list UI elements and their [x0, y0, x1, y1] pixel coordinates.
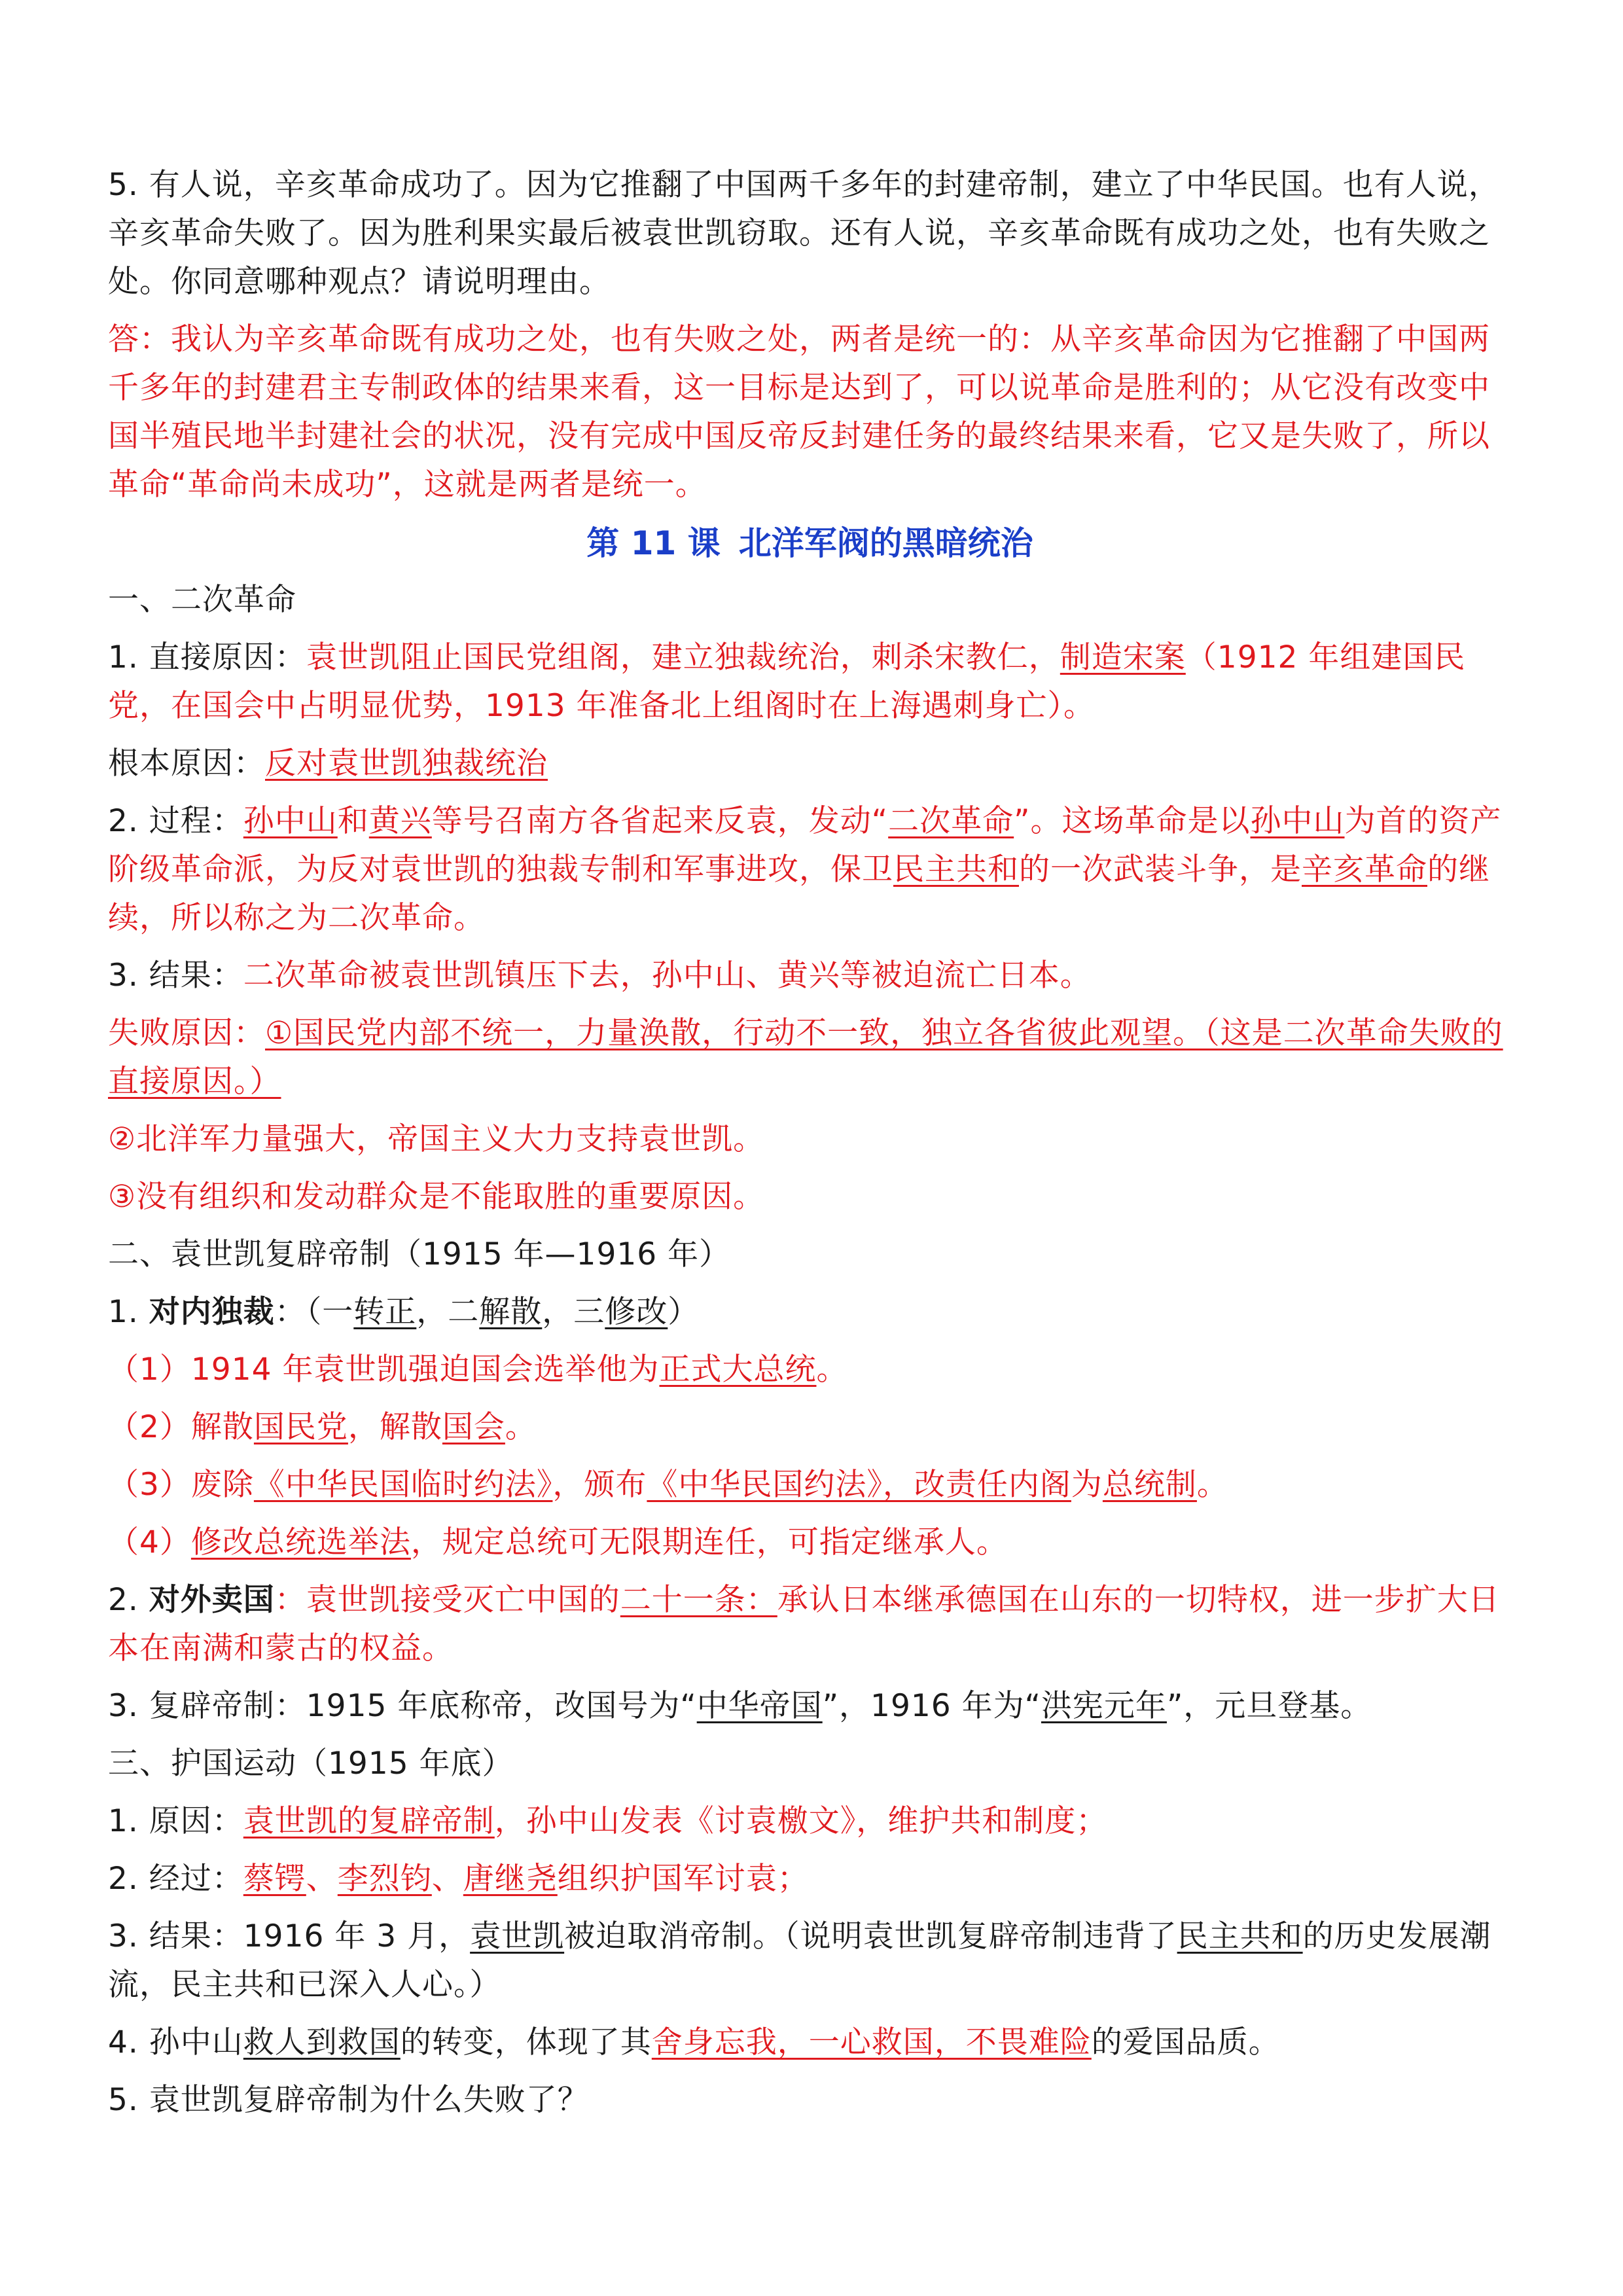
text: ：袁世凯接受灭亡中国的: [274, 1582, 620, 1618]
text: （1）1914 年袁世凯强迫国会选举他为: [108, 1352, 660, 1388]
underlined-text: 蔡锷: [243, 1861, 306, 1897]
underlined-text: 国民党: [253, 1409, 348, 1445]
section-heading-1: 一、二次革命: [108, 582, 296, 618]
text: 的爱国品质。: [1091, 2024, 1280, 2060]
text: 和: [337, 803, 369, 839]
text: 3. 复辟帝制：1915 年底称帝，改国号为“: [108, 1688, 697, 1724]
s1-process: [108, 797, 1512, 942]
label: 1. 直接原因：: [108, 639, 306, 675]
text: 。: [1196, 1467, 1228, 1503]
underlined-text: 总统制: [1102, 1467, 1197, 1503]
underlined-text: 黄兴: [368, 803, 432, 839]
text: ，二: [416, 1294, 480, 1330]
text: 的继续，所以称之为二次革命。: [108, 852, 1490, 936]
underlined-text: ①国民党内部不统一，力量涣散，行动不一致，独立各省彼此观望。（这是二次革命失败的直接原因。）: [108, 1015, 1503, 1100]
text: 承认日本继承德国在山东的一切特权，进一步扩大日本在南满和蒙古的权益。: [108, 1582, 1500, 1666]
underlined-text: 孙中山: [1250, 803, 1345, 839]
underlined-text: 解散: [479, 1294, 543, 1330]
s2-internal-dictatorship: [108, 1288, 1512, 1336]
label: 失败原因：: [108, 1015, 265, 1051]
underlined-text: 转正: [353, 1294, 417, 1330]
underlined-text: 袁世凯的复辟帝制: [243, 1803, 495, 1839]
text: 为: [1071, 1467, 1103, 1503]
text: 组织护国军讨袁；: [557, 1861, 809, 1897]
s1-direct-cause: [108, 634, 1512, 730]
text: 被迫取消帝制。（说明袁世凯复辟帝制违背了: [564, 1918, 1177, 1954]
s3-cause: [108, 1797, 1512, 1846]
s1-failure-reason-2: ②北洋军力量强大，帝国主义大力支持袁世凯。: [108, 1121, 765, 1157]
answer-5: 答：我认为辛亥革命既有成功之处，也有失败之处，两者是统一的：从辛亥革命因为它推翻了中国两千多年的封建君主专制政体的结果来看，这一目标是达到了，可以说革命是胜利的；从它没有改变中国半殖民地半封建社会的状况，没有完成中国反帝反封建任务的最终结果来看，它又是失败了，所以革命“革命尚未成功”，这就是两者是统一。: [108, 321, 1490, 503]
lesson-number: 第 11 课: [586, 524, 721, 562]
text: 3. 结果：1916 年 3 月，: [108, 1918, 471, 1954]
section-heading-3: 三、护国运动（1915 年底）: [108, 1746, 514, 1782]
number: 1.: [108, 1294, 149, 1330]
text: 的一次武装斗争，是: [1019, 852, 1302, 888]
underlined-text: 反对袁世凯独裁统治: [265, 745, 548, 781]
text: （2）解散: [108, 1409, 254, 1445]
s3-sun-transformation: [108, 2018, 1512, 2067]
underlined-text: 修改: [605, 1294, 668, 1330]
text: （4）: [108, 1524, 191, 1560]
s2-item-2: [108, 1403, 1512, 1452]
underlined-text: 唐继尧: [463, 1861, 558, 1897]
s2-item-4: [108, 1518, 1512, 1567]
s2-item-1: [108, 1346, 1512, 1394]
text: ，解散: [348, 1409, 442, 1445]
text: ”，1916 年为“: [822, 1688, 1041, 1724]
label: 根本原因：: [108, 745, 265, 781]
text: 、: [306, 1861, 338, 1897]
text: ，三: [542, 1294, 605, 1330]
s3-result: [108, 1912, 1512, 2009]
text: 等号召南方各省起来反袁，发动“: [431, 803, 889, 839]
s3-question-5: 5. 袁世凯复辟帝制为什么失败了？: [108, 2082, 589, 2118]
text: ，孙中山发表《讨袁檄文》，维护共和制度；: [494, 1803, 1108, 1839]
s2-foreign-treason: [108, 1576, 1512, 1673]
lesson-name: 北洋军阀的黑暗统治: [738, 524, 1033, 562]
bold-label: 对内独裁: [149, 1294, 275, 1330]
underlined-text: 孙中山: [243, 803, 338, 839]
underlined-text: 舍身忘我，一心救国，不畏难险: [651, 2024, 1092, 2060]
section-heading-2: 二、袁世凯复辟帝制（1915 年—1916 年）: [108, 1236, 731, 1272]
text: 二次革命被袁世凯镇压下去，孙中山、黄兴等被迫流亡日本。: [243, 958, 1092, 994]
text: 的转变，体现了其: [400, 2024, 652, 2060]
text: ，规定总统可无限期连任，可指定继承人。: [410, 1524, 1008, 1560]
text: ）: [668, 1294, 700, 1330]
text: ”。这场革命是以: [1014, 803, 1251, 839]
underlined-text: 制造宋案: [1060, 639, 1186, 675]
underlined-text: 《中华民国约法》，改责任内阁: [647, 1467, 1071, 1503]
label: 2. 过程：: [108, 803, 243, 839]
label: 2. 经过：: [108, 1861, 243, 1897]
underlined-text: 民主共和: [1177, 1918, 1303, 1954]
text: ，颁布: [552, 1467, 647, 1503]
underlined-text: 李烈钧: [337, 1861, 432, 1897]
bold-label: 对外卖国: [149, 1582, 275, 1618]
text: 的历史发展潮流，民主共和已深入人心。）: [108, 1918, 1491, 2003]
underlined-text: 正式大总统: [659, 1352, 817, 1388]
label: 1. 原因：: [108, 1803, 243, 1839]
underlined-text: 救人到救国: [243, 2024, 401, 2060]
text: （3）废除: [108, 1467, 254, 1503]
s2-item-3: [108, 1461, 1512, 1509]
question-5: 5. 有人说，辛亥革命成功了。因为它推翻了中国两千多年的封建帝制，建立了中华民国。也有人说，辛亥革命失败了。因为胜利果实最后被袁世凯窃取。还有人说，辛亥革命既有成功之处，也有失败之处。你同意哪种观点？请说明理由。: [108, 167, 1500, 300]
s1-root-cause: [108, 740, 1512, 788]
lesson-title: [108, 518, 1512, 568]
text: 袁世凯阻止国民党组阁，建立独裁统治，刺杀宋教仁，: [306, 639, 1060, 675]
s1-failure-reason-1: [108, 1009, 1512, 1106]
s3-process: [108, 1855, 1512, 1903]
underlined-text: 辛亥革命: [1302, 852, 1427, 888]
number: 2.: [108, 1582, 149, 1618]
underlined-text: 袁世凯: [470, 1918, 565, 1954]
underlined-text: 中华帝国: [696, 1688, 823, 1724]
underlined-text: 《中华民国临时约法》: [253, 1467, 553, 1503]
underlined-text: 国会: [442, 1409, 505, 1445]
text: ：（一: [274, 1294, 354, 1330]
underlined-text: 民主共和: [893, 852, 1019, 888]
text: 、: [431, 1861, 463, 1897]
label: 3. 结果：: [108, 958, 243, 994]
underlined-text: 二次革命: [888, 803, 1014, 839]
s1-result: [108, 952, 1512, 1000]
text: ”，元旦登基。: [1166, 1688, 1372, 1724]
underlined-text: 二十一条：: [620, 1582, 777, 1618]
underlined-text: 修改总统选举法: [190, 1524, 411, 1560]
underlined-text: 洪宪元年: [1041, 1688, 1167, 1724]
s2-restoration: [108, 1682, 1512, 1731]
text: 。: [816, 1352, 848, 1388]
text: 4. 孙中山: [108, 2024, 243, 2060]
text: 。: [505, 1409, 537, 1445]
text: （1912 年组建国民党，在国会中占明显优势，1913 年准备北上组阁时在上海遇刺身亡）。: [108, 639, 1466, 724]
s1-failure-reason-3: ③没有组织和发动群众是不能取胜的重要原因。: [108, 1179, 765, 1215]
text: 为首的资产阶级革命派，为反对袁世凯的独裁专制和军事进攻，保卫: [108, 803, 1502, 888]
